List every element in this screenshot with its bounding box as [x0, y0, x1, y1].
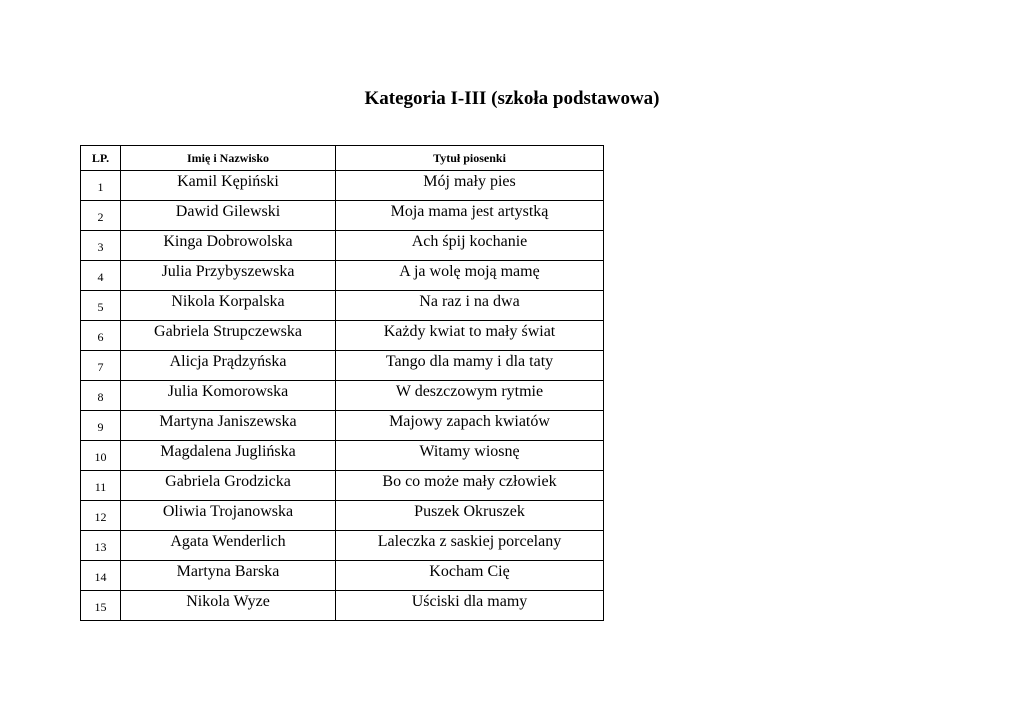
table-row	[81, 591, 604, 621]
participant-name: Nikola Wyze	[121, 591, 336, 621]
row-number: 2	[81, 201, 121, 231]
table-body	[81, 171, 604, 621]
table-row	[81, 561, 604, 591]
table-row	[81, 291, 604, 321]
header-song: Tytuł piosenki	[336, 146, 604, 171]
song-title: Na raz i na dwa	[336, 291, 604, 321]
table-row	[81, 321, 604, 351]
table-row	[81, 471, 604, 501]
participant-name: Martyna Janiszewska	[121, 411, 336, 441]
song-title: Mój mały pies	[336, 171, 604, 201]
song-title: Moja mama jest artystką	[336, 201, 604, 231]
table-row	[81, 261, 604, 291]
song-title: Laleczka z saskiej porcelany	[336, 531, 604, 561]
row-number: 5	[81, 291, 121, 321]
row-number: 12	[81, 501, 121, 531]
row-number: 3	[81, 231, 121, 261]
participant-name: Agata Wenderlich	[121, 531, 336, 561]
song-title: Witamy wiosnę	[336, 441, 604, 471]
song-title: Bo co może mały człowiek	[336, 471, 604, 501]
table-row	[81, 411, 604, 441]
row-number: 7	[81, 351, 121, 381]
participant-name: Julia Przybyszewska	[121, 261, 336, 291]
row-number: 6	[81, 321, 121, 351]
row-number: 1	[81, 171, 121, 201]
table-row	[81, 201, 604, 231]
table-row	[81, 381, 604, 411]
participant-name: Dawid Gilewski	[121, 201, 336, 231]
participant-name: Julia Komorowska	[121, 381, 336, 411]
table-row	[81, 501, 604, 531]
row-number: 9	[81, 411, 121, 441]
participant-name: Kamil Kępiński	[121, 171, 336, 201]
song-title: Puszek Okruszek	[336, 501, 604, 531]
table-row	[81, 441, 604, 471]
participant-name: Gabriela Strupczewska	[121, 321, 336, 351]
table-row	[81, 171, 604, 201]
participant-name: Alicja Prądzyńska	[121, 351, 336, 381]
song-title: Tango dla mamy i dla taty	[336, 351, 604, 381]
header-lp: LP.	[81, 146, 121, 171]
row-number: 14	[81, 561, 121, 591]
row-number: 8	[81, 381, 121, 411]
song-title: Kocham Cię	[336, 561, 604, 591]
table-row	[81, 531, 604, 561]
song-title: Ach śpij kochanie	[336, 231, 604, 261]
song-title: Majowy zapach kwiatów	[336, 411, 604, 441]
song-title: Każdy kwiat to mały świat	[336, 321, 604, 351]
participants-table	[80, 145, 604, 621]
table-row	[81, 351, 604, 381]
header-name: Imię i Nazwisko	[121, 146, 336, 171]
row-number: 4	[81, 261, 121, 291]
participant-name: Kinga Dobrowolska	[121, 231, 336, 261]
song-title: Uściski dla mamy	[336, 591, 604, 621]
row-number: 10	[81, 441, 121, 471]
participant-name: Martyna Barska	[121, 561, 336, 591]
song-title: W deszczowym rytmie	[336, 381, 604, 411]
page-title: Kategoria I-III (szkoła podstawowa)	[364, 88, 660, 109]
row-number: 13	[81, 531, 121, 561]
table-row	[81, 231, 604, 261]
table-header-row	[81, 146, 604, 171]
song-title: A ja wolę moją mamę	[336, 261, 604, 291]
participant-name: Gabriela Grodzicka	[121, 471, 336, 501]
row-number: 15	[81, 591, 121, 621]
participant-name: Nikola Korpalska	[121, 291, 336, 321]
participant-name: Oliwia Trojanowska	[121, 501, 336, 531]
row-number: 11	[81, 471, 121, 501]
participant-name: Magdalena Juglińska	[121, 441, 336, 471]
